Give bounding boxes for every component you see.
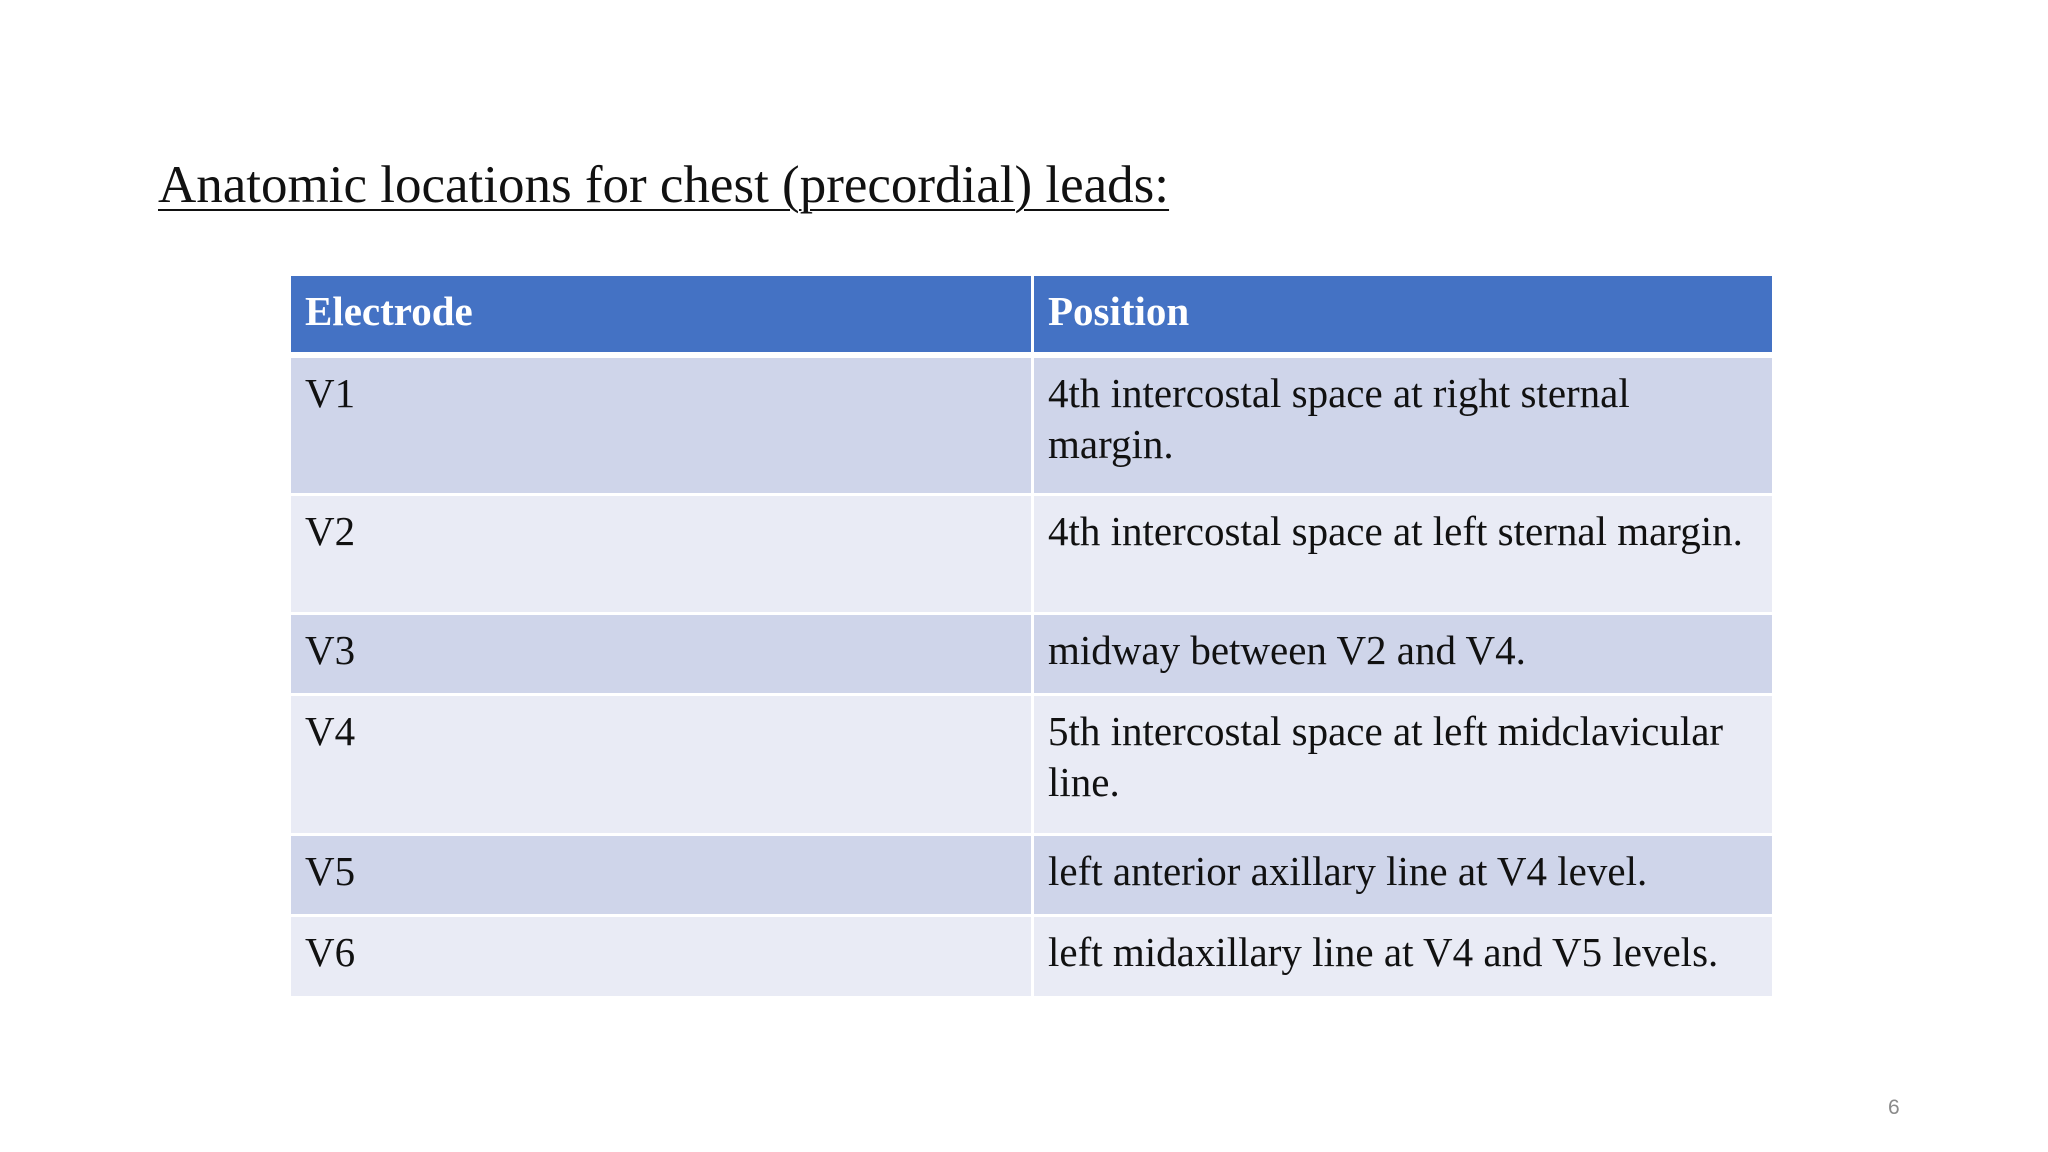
table-header-row: [290, 275, 1774, 355]
table-row: [290, 695, 1774, 835]
position-cell: 4th intercostal space at left sternal margin.: [1033, 495, 1774, 614]
table-row: [290, 916, 1774, 998]
page-number: 6: [1888, 1096, 1900, 1119]
position-cell: 4th intercostal space at right sternal margin.: [1033, 355, 1774, 495]
electrode-cell: V2: [290, 495, 1033, 614]
position-cell: left midaxillary line at V4 and V5 levels.: [1033, 916, 1774, 998]
electrode-table-container: [288, 273, 1772, 999]
slide-title: Anatomic locations for chest (precordial) leads:: [158, 156, 1170, 214]
position-cell: 5th intercostal space at left midclavicular line.: [1033, 695, 1774, 835]
table-row: [290, 355, 1774, 495]
position-cell: left anterior axillary line at V4 level.: [1033, 835, 1774, 916]
table-row: [290, 614, 1774, 695]
position-cell: midway between V2 and V4.: [1033, 614, 1774, 695]
table-row: [290, 835, 1774, 916]
electrode-cell: V3: [290, 614, 1033, 695]
electrode-cell: V6: [290, 916, 1033, 998]
electrode-cell: V4: [290, 695, 1033, 835]
electrode-cell: V1: [290, 355, 1033, 495]
header-electrode: Electrode: [290, 275, 1033, 355]
electrode-position-table: [288, 273, 1775, 999]
header-position: Position: [1033, 275, 1774, 355]
table-row: [290, 495, 1774, 614]
electrode-cell: V5: [290, 835, 1033, 916]
